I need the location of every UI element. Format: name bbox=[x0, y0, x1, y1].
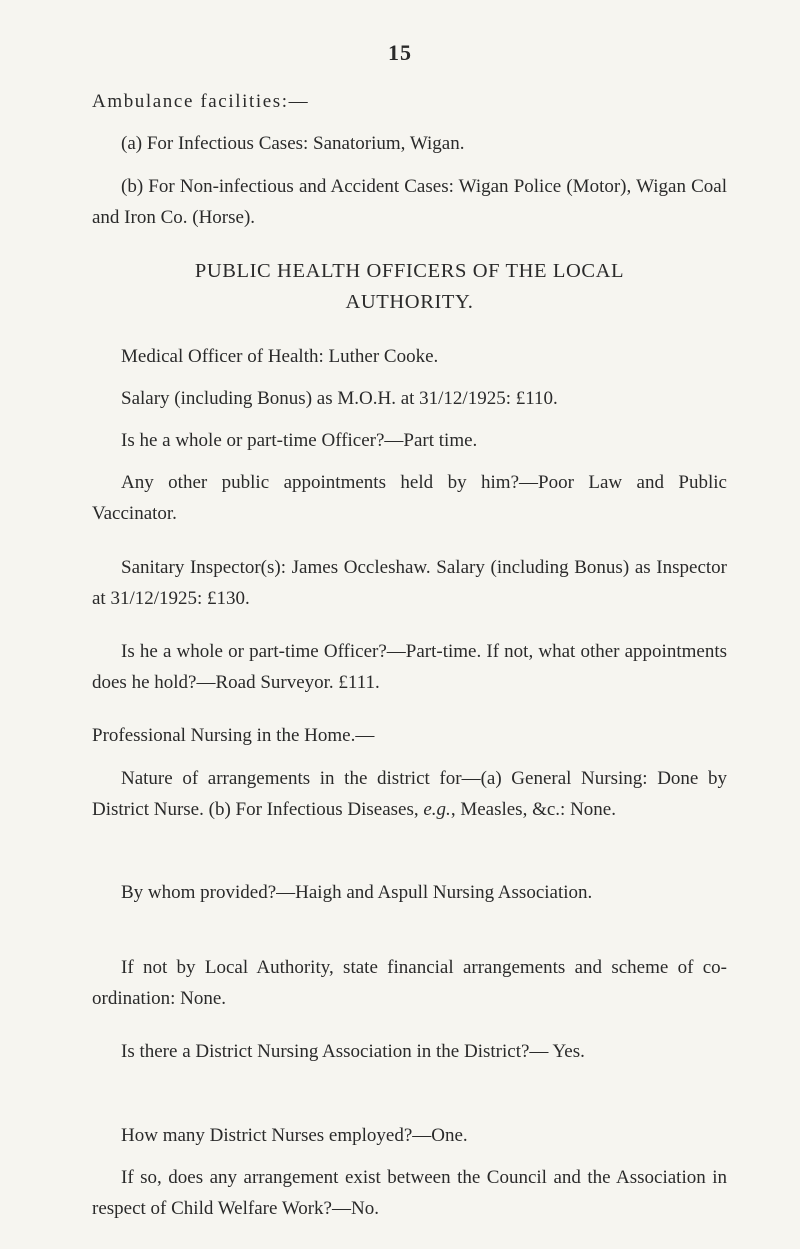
ambulance-item-b: (b) For Non-infectious and Accident Cases: Wigan Police (Motor), Wigan Coal and Iron Co. (Horse). bbox=[92, 176, 727, 228]
moh-parttime: Is he a whole or part-time Officer?—Part time. bbox=[121, 430, 478, 451]
nursing-association-answer: Yes. bbox=[552, 1041, 585, 1062]
nursing-heading: Professional Nursing in the Home.— bbox=[92, 725, 375, 746]
nursing-association-question: Is there a District Nursing Association in the District?— bbox=[121, 1041, 549, 1062]
moh-name: Medical Officer of Health: Luther Cooke. bbox=[121, 346, 439, 367]
sanitary-inspector: Sanitary Inspector(s): James Occleshaw. Salary (including Bonus) as Inspector at 31/12/1925: £130. bbox=[92, 557, 727, 609]
ambulance-item-a: (a) For Infectious Cases: Sanatorium, Wigan. bbox=[121, 133, 465, 154]
nursing-nature-end: , Measles, &c.: None. bbox=[450, 799, 616, 820]
page-number: 15 bbox=[388, 40, 412, 65]
officers-heading-line2: AUTHORITY. bbox=[345, 291, 474, 313]
nursing-provided: By whom provided?—Haigh and Aspull Nursing Association. bbox=[121, 882, 593, 903]
nursing-nature-text: Nature of arrangements in the district for—(a) General Nursing: Done by District Nurse. (b) For Infectious Diseases, bbox=[92, 768, 727, 820]
nursing-nature bbox=[92, 763, 727, 825]
nursing-child-welfare: If so, does any arrangement exist between the Council and the Association in respect of Child Welfare Work?—No. bbox=[92, 1167, 727, 1219]
inspector-parttime: Is he a whole or part-time Officer?—Part-time. If not, what other appointments does he hold?—Road Surveyor. £111. bbox=[92, 641, 727, 693]
officers-heading-line1: PUBLIC HEALTH OFFICERS OF THE LOCAL bbox=[194, 260, 625, 282]
nursing-nurses-employed: How many District Nurses employed?—One. bbox=[121, 1125, 468, 1146]
moh-other-appointments: Any other public appointments held by him?—Poor Law and Public Vaccinator. bbox=[92, 472, 727, 524]
ambulance-heading: Ambulance facilities:— bbox=[92, 91, 310, 112]
nursing-nature-eg: e.g. bbox=[423, 799, 451, 820]
moh-salary: Salary (including Bonus) as M.O.H. at 31/12/1925: £110. bbox=[121, 388, 558, 409]
nursing-association bbox=[92, 1036, 727, 1067]
nursing-local-authority: If not by Local Authority, state financial arrangements and scheme of co-ordination: None. bbox=[92, 957, 727, 1009]
